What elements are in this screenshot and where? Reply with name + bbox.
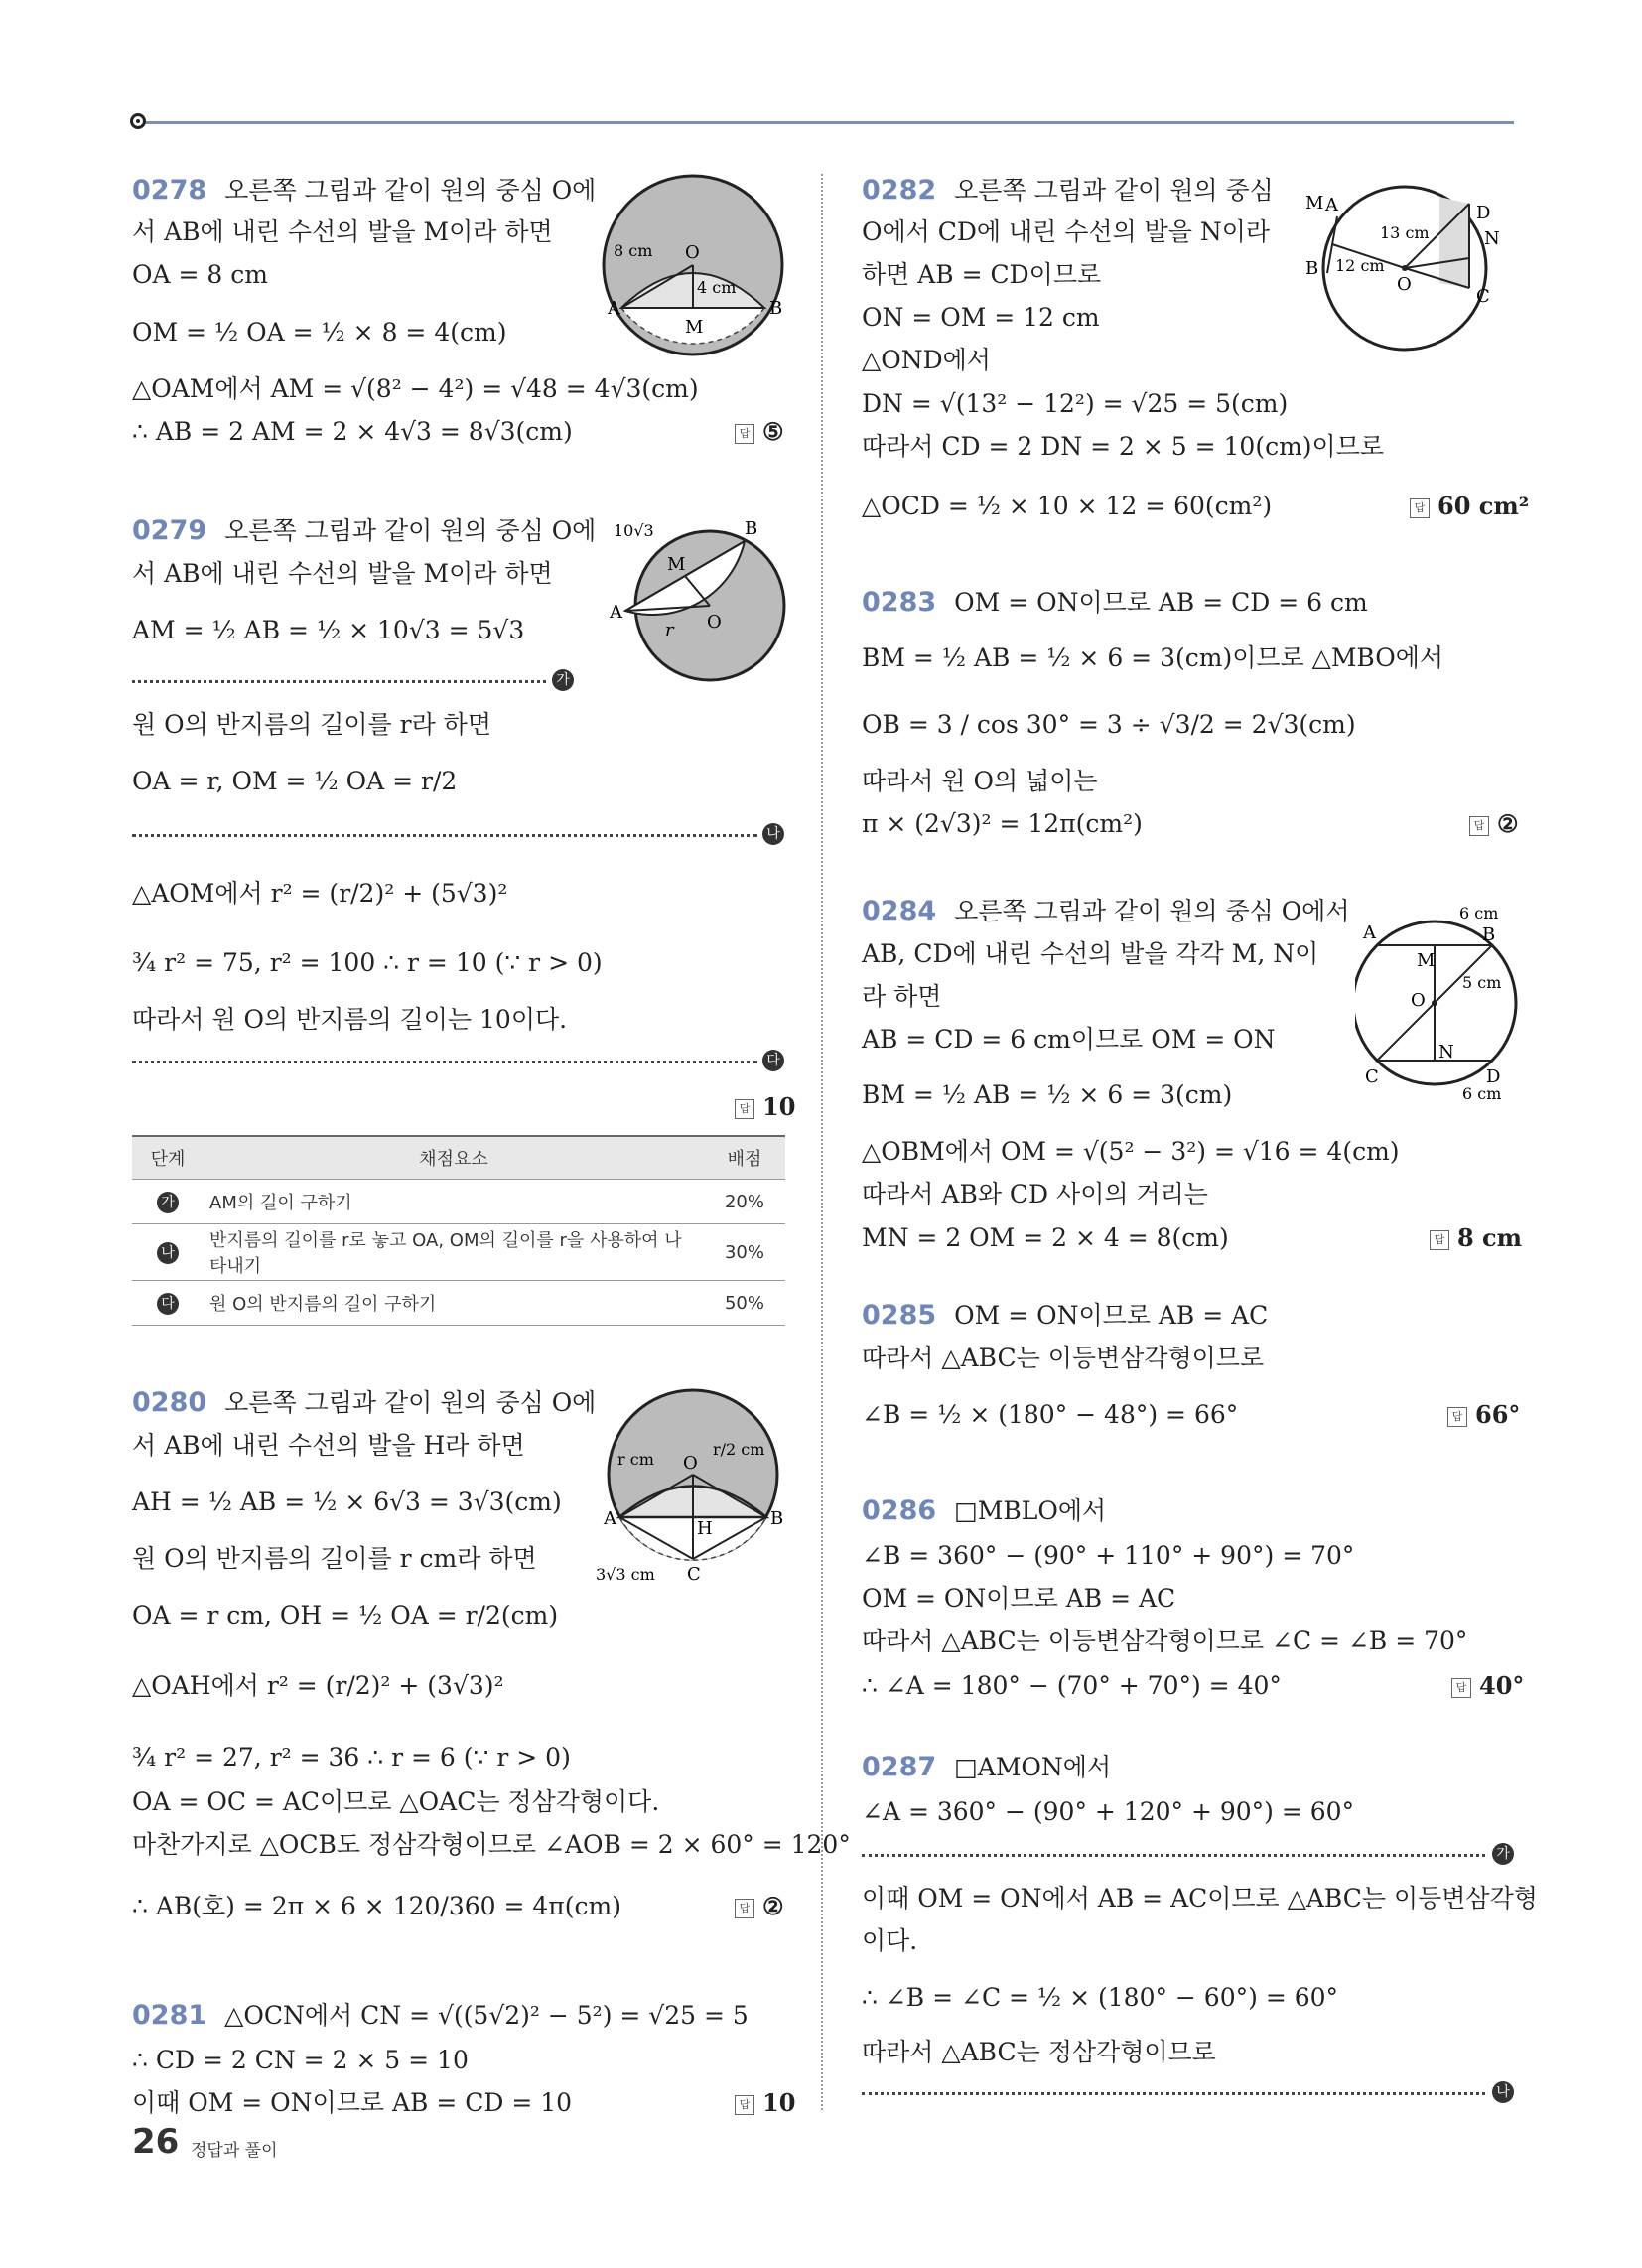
label-a: A (604, 1508, 616, 1529)
text-line: 오른쪽 그림과 같이 원의 중심 O에 (224, 1388, 597, 1417)
answer: 답 40° (1451, 1671, 1524, 1700)
answer-box-icon: 답 (735, 2095, 754, 2115)
header-step: 단계 (132, 1136, 204, 1180)
text-line: 따라서 △ABC는 이등변삼각형이므로 ∠C = ∠B = 70° (862, 1627, 1468, 1655)
dotted-rule (862, 2092, 1485, 2095)
answer: 답 ⑤ (735, 417, 784, 446)
table-row: 다 원 O의 반지름의 길이 구하기 50% (132, 1281, 785, 1326)
label-a: A (610, 602, 622, 623)
step-marker: 나 (1492, 2081, 1514, 2103)
label-ob-len: 5 cm (1462, 973, 1502, 992)
table-row: 나 반지름의 길이를 r로 놓고 OA, OM의 길이를 r을 사용하여 나타내기 30% (132, 1224, 785, 1281)
page-number: 26 (132, 2122, 180, 2162)
dotted-rule (132, 1061, 757, 1063)
scoring-table (132, 1135, 785, 1326)
dotted-rule (132, 834, 757, 837)
text-line: OA = OC = AC이므로 △OAC는 정삼각형이다. (132, 1787, 660, 1816)
label-n: N (1438, 1042, 1454, 1063)
header-dot (130, 113, 146, 129)
answer-box-icon: 답 (735, 424, 754, 444)
problem-number: 0287 (862, 1752, 937, 1782)
text-line: 오른쪽 그림과 같이 원의 중심 (954, 176, 1274, 205)
column-divider (821, 174, 823, 2110)
figure-0279 (596, 506, 794, 685)
figure-0278 (596, 169, 794, 367)
text-line: 마찬가지로 △OCB도 정삼각형이므로 ∠AOB = 2 × 60° = 120° (132, 1830, 851, 1859)
text-line: ∴ AB(호) = 2π × 6 × 120/360 = 4π(cm) (132, 1892, 621, 1920)
text-line: ∠B = 360° − (90° + 110° + 90°) = 70° (862, 1541, 1355, 1570)
text-line: OM = ON이므로 AB = AC (862, 1584, 1176, 1613)
label-ab-len: 6 cm (1459, 904, 1499, 922)
page-title: 정답과 풀이 (191, 2141, 278, 2161)
text-line: 원 O의 반지름의 길이를 r cm라 하면 (132, 1544, 537, 1573)
text-line: DN = √(13² − 12²) = √25 = 5(cm) (862, 389, 1289, 418)
text-line: OB = 3 / cos 30° = 3 ÷ √3/2 = 2√3(cm) (862, 710, 1356, 739)
label-c: C (1476, 286, 1490, 307)
problem-number: 0279 (132, 515, 207, 546)
text-line: OM = ON이므로 AB = AC (954, 1301, 1269, 1330)
problem-number: 0281 (132, 2000, 207, 2031)
text-line: △AOM에서 r² = (r/2)² + (5√3)² (132, 879, 508, 908)
problem-number: 0286 (862, 1495, 937, 1526)
answer-box-icon: 답 (1447, 1407, 1467, 1427)
text-line: 따라서 △ABC는 이등변삼각형이므로 (862, 1344, 1265, 1372)
problem-number: 0282 (862, 175, 937, 206)
text-line: 따라서 원 O의 넓이는 (862, 767, 1098, 795)
answer: 답 ② (1469, 809, 1519, 838)
text-line: AB, CD에 내린 수선의 발을 각각 M, N이 (862, 939, 1319, 968)
answer: 답 8 cm (1430, 1223, 1522, 1252)
label-o: O (1411, 990, 1426, 1011)
text-line: ∴ ∠A = 180° − (70° + 70°) = 40° (862, 1671, 1282, 1700)
answer-box-icon: 답 (1410, 498, 1430, 518)
text-line: 하면 AB = CD이므로 (862, 260, 1102, 289)
text-line: △OAH에서 r² = (r/2)² + (3√3)² (132, 1671, 504, 1700)
label-m: M (667, 554, 686, 575)
label-od: 13 cm (1380, 223, 1430, 242)
text-line: BM = ½ AB = ½ × 6 = 3(cm) (862, 1080, 1233, 1109)
text-line: 따라서 CD = 2 DN = 2 × 5 = 10(cm)이므로 (862, 432, 1384, 461)
figure-0284 (1355, 899, 1534, 1117)
problem-number: 0285 (862, 1300, 937, 1331)
header-rule (139, 121, 1514, 124)
step-marker: 가 (1492, 1843, 1514, 1865)
label-cd-len: 6 cm (1462, 1084, 1502, 1103)
answer-box-icon: 답 (1451, 1678, 1471, 1698)
label-b: B (1482, 924, 1496, 945)
answer: 답 60 cm² (1410, 492, 1529, 520)
text-line: OA = r cm, OH = ½ OA = r/2(cm) (132, 1601, 559, 1630)
answer: 답 66° (1447, 1400, 1520, 1429)
label-oa: 8 cm (614, 241, 653, 260)
figure-0280 (596, 1385, 794, 1584)
label-m: M (685, 317, 704, 338)
table-row: 가 AM의 길이 구하기 20% (132, 1180, 785, 1224)
answer-box-icon: 답 (735, 1099, 754, 1119)
text-line: ∴ CD = 2 CN = 2 × 5 = 10 (132, 2046, 469, 2074)
label-b: B (1305, 258, 1319, 279)
text-line: OM = ½ OA = ½ × 8 = 4(cm) (132, 318, 507, 347)
text-line: □MBLO에서 (954, 1496, 1107, 1525)
header-score: 배점 (704, 1136, 785, 1180)
text-line: ∠A = 360° − (90° + 120° + 90°) = 60° (862, 1797, 1355, 1826)
text-line: ∴ AB = 2 AM = 2 × 4√3 = 8√3(cm) (132, 417, 573, 446)
label-o: O (707, 612, 722, 633)
text-line: ∠B = ½ × (180° − 48°) = 66° (862, 1400, 1239, 1429)
label-c: C (1365, 1066, 1379, 1087)
text-line: OA = r, OM = ½ OA = r/2 (132, 767, 458, 795)
text-line: BM = ½ AB = ½ × 6 = 3(cm)이므로 △MBO에서 (862, 643, 1444, 672)
label-h: H (697, 1518, 713, 1539)
label-r: r (665, 620, 674, 640)
answer-box-icon: 답 (735, 1899, 754, 1918)
label-o: O (683, 1453, 698, 1474)
text-line: 서 AB에 내린 수선의 발을 H라 하면 (132, 1431, 525, 1460)
label-ah: 3√3 cm (596, 1565, 655, 1584)
label-ab: 10√3 (614, 521, 654, 540)
label-o: O (1397, 274, 1412, 295)
label-om: 12 cm (1335, 256, 1385, 275)
dotted-rule (862, 1854, 1485, 1857)
label-d: D (1476, 203, 1491, 223)
label-a: A (1325, 195, 1338, 215)
text-line: ∴ ∠B = ∠C = ½ × (180° − 60°) = 60° (862, 1983, 1339, 2012)
label-m: M (1417, 950, 1436, 971)
dotted-rule (132, 680, 546, 683)
text-line: 따라서 원 O의 반지름의 길이는 10이다. (132, 1005, 568, 1034)
label-a: A (1363, 922, 1376, 943)
text-line: OM = ON이므로 AB = CD = 6 cm (954, 588, 1368, 617)
step-marker: 다 (762, 1050, 784, 1071)
text-line: 오른쪽 그림과 같이 원의 중심 O에 (224, 516, 597, 545)
text-line: AB = CD = 6 cm이므로 OM = ON (862, 1025, 1276, 1054)
text-line: ¾ r² = 75, r² = 100 ∴ r = 10 (∵ r > 0) (132, 948, 603, 977)
text-line: 서 AB에 내린 수선의 발을 M이라 하면 (132, 559, 553, 588)
step-marker: 나 (762, 823, 784, 845)
text-line: AH = ½ AB = ½ × 6√3 = 3√3(cm) (132, 1488, 562, 1516)
label-b: B (769, 298, 783, 319)
header-item: 채점요소 (204, 1136, 704, 1180)
text-line: 이때 OM = ON이므로 AB = CD = 10 (132, 2088, 573, 2117)
text-line: ¾ r² = 27, r² = 36 ∴ r = 6 (∵ r > 0) (132, 1743, 571, 1772)
answer: 답 10 (735, 1092, 795, 1121)
text-line: MN = 2 OM = 2 × 4 = 8(cm) (862, 1223, 1229, 1252)
text-line: ON = OM = 12 cm (862, 303, 1100, 332)
label-n: N (1484, 228, 1500, 249)
step-marker: 가 (552, 669, 574, 691)
text-line: △OAM에서 AM = √(8² − 4²) = √48 = 4√3(cm) (132, 374, 699, 403)
text-line: 오른쪽 그림과 같이 원의 중심 O에서 (954, 897, 1350, 925)
text-line: △OCD = ½ × 10 × 12 = 60(cm²) (862, 492, 1273, 520)
text-line: 이다. (862, 1926, 918, 1955)
label-om: 4 cm (697, 278, 737, 297)
label-d: D (1486, 1066, 1501, 1087)
text-line: 원 O의 반지름의 길이를 r라 하면 (132, 710, 491, 739)
label-r-half: r/2 cm (713, 1440, 765, 1459)
text-line: 오른쪽 그림과 같이 원의 중심 O에 (224, 176, 597, 205)
text-line: O에서 CD에 내린 수선의 발을 N이라 (862, 217, 1271, 246)
label-b: B (745, 518, 758, 539)
text-line: π × (2√3)² = 12π(cm²) (862, 809, 1143, 838)
label-o: O (685, 242, 700, 263)
text-line: △OCN에서 CN = √((5√2)² − 5²) = √25 = 5 (224, 2001, 749, 2030)
label-b: B (770, 1508, 784, 1529)
figure-0282 (1286, 179, 1524, 357)
label-m: M (1305, 193, 1324, 213)
problem-number: 0278 (132, 175, 207, 206)
text-line: △OBM에서 OM = √(5² − 3²) = √16 = 4(cm) (862, 1137, 1400, 1166)
text-line: 이때 OM = ON에서 AB = AC이므로 △ABC는 이등변삼각형 (862, 1884, 1538, 1913)
answer-box-icon: 답 (1469, 816, 1489, 836)
label-a: A (608, 298, 620, 319)
problem-number: 0280 (132, 1387, 207, 1418)
text-line: AM = ½ AB = ½ × 10√3 = 5√3 (132, 616, 525, 644)
label-r: r cm (617, 1450, 654, 1469)
text-line: OA = 8 cm (132, 260, 268, 289)
problem-number: 0283 (862, 587, 937, 618)
answer: 답 10 (735, 2088, 795, 2117)
text-line: 라 하면 (862, 982, 942, 1011)
label-c: C (687, 1564, 701, 1584)
text-line: 따라서 AB와 CD 사이의 거리는 (862, 1180, 1208, 1208)
text-line: △OND에서 (862, 346, 991, 374)
text-line: 서 AB에 내린 수선의 발을 M이라 하면 (132, 217, 553, 246)
text-line: □AMON에서 (954, 1753, 1112, 1781)
answer-box-icon: 답 (1430, 1230, 1449, 1250)
answer: 답 ② (735, 1892, 784, 1920)
problem-number: 0284 (862, 896, 937, 926)
text-line: 따라서 △ABC는 정삼각형이므로 (862, 2038, 1216, 2066)
